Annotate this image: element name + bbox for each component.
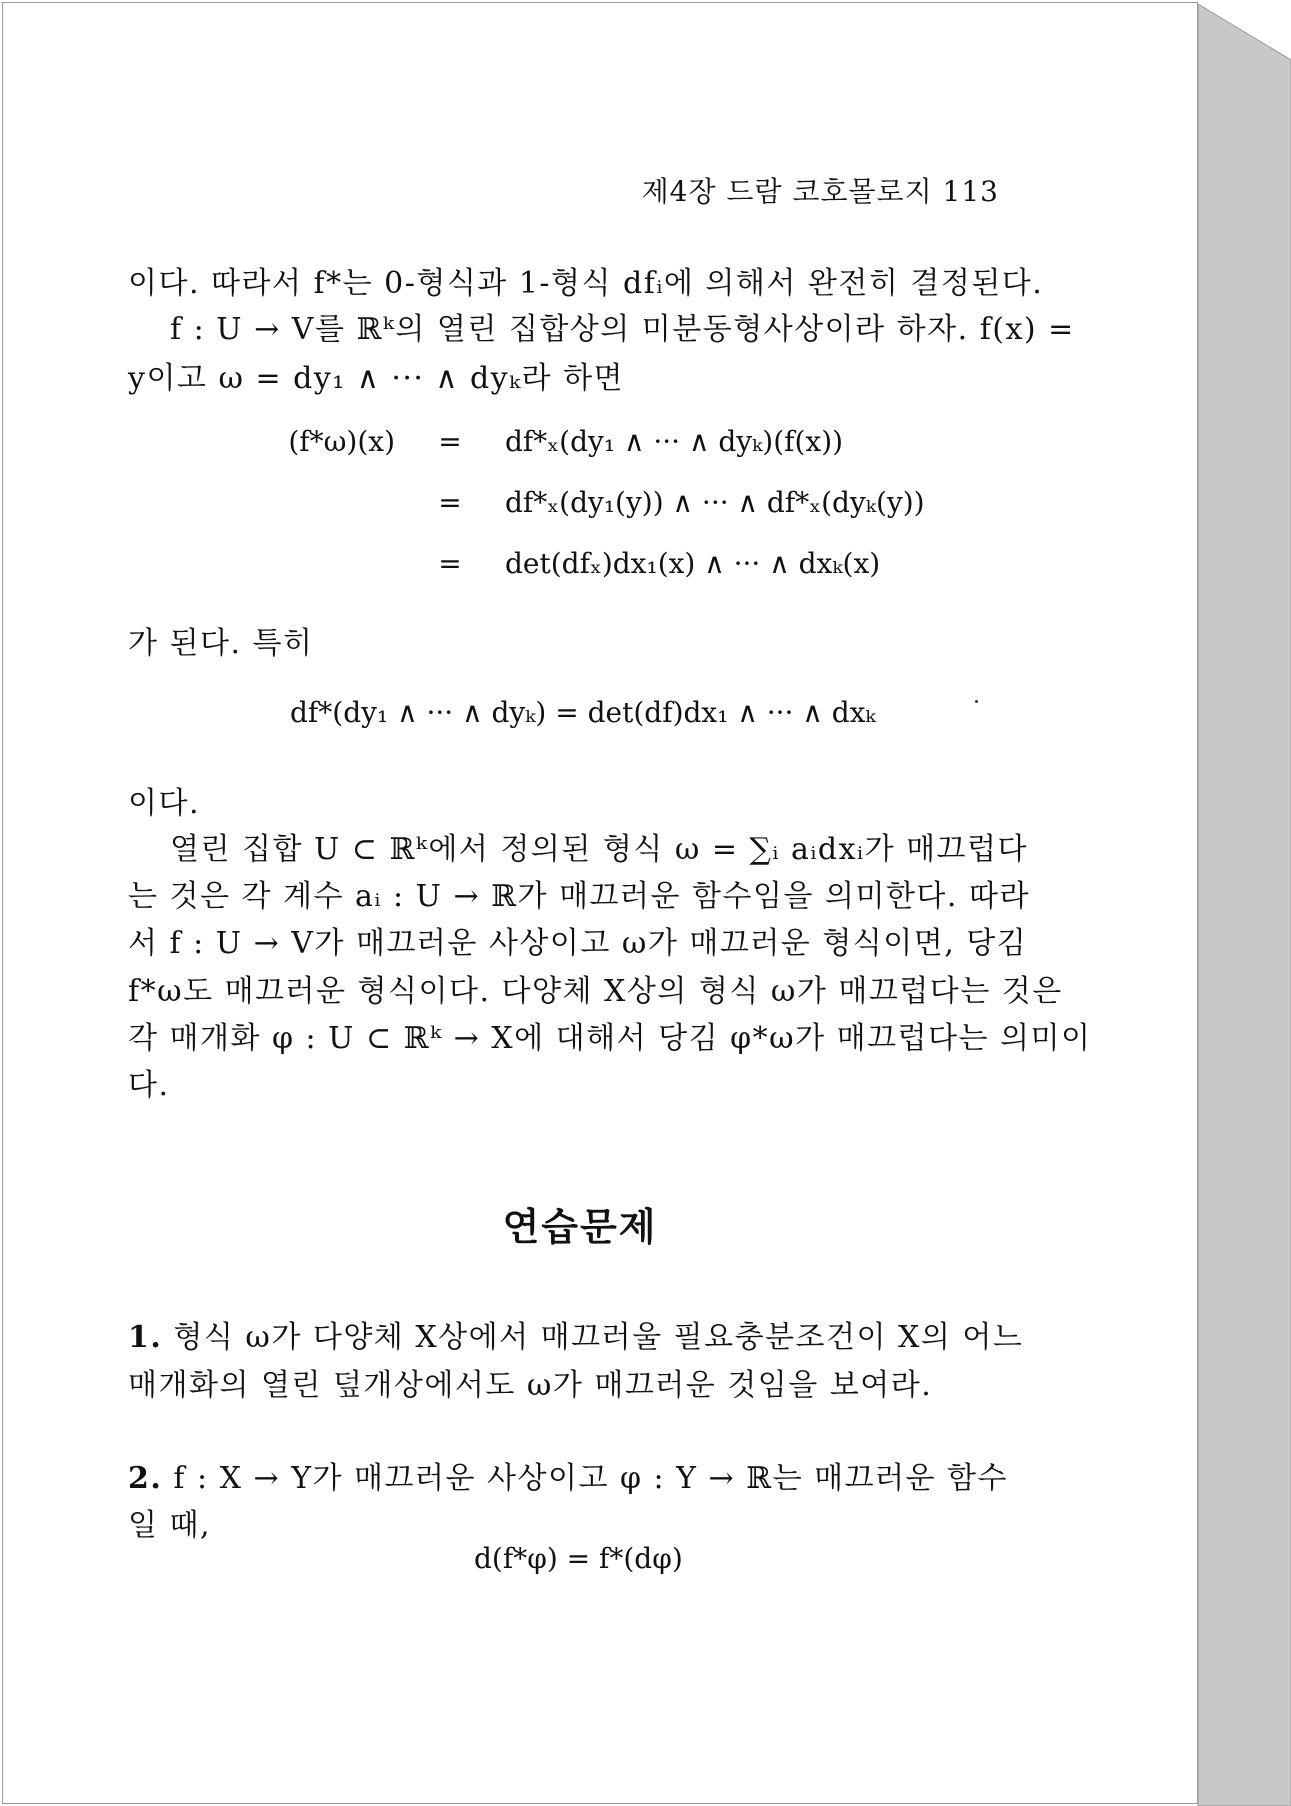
- display-equation: df*(dy₁ ∧ ··· ∧ dyₖ) = det(df)dx₁ ∧ ··· ∧ dxₖ: [290, 696, 876, 729]
- body-line-1: 이다. 따라서 f*는 0-형식과 1-형식 dfᵢ에 의해서 완전히 결정된다.: [128, 266, 1044, 301]
- exercise-2-equation: d(f*φ) = f*(dφ): [474, 1542, 683, 1575]
- equals-sign: =: [438, 486, 462, 519]
- equation-row-1: [280, 425, 925, 486]
- exercise-2-line-2: 일 때,: [128, 1508, 212, 1543]
- paragraph-line-1: 열린 집합 U ⊂ ℝᵏ에서 정의된 형식 ω = ∑ᵢ aᵢdxᵢ가 매끄럽다: [170, 832, 1029, 867]
- exercise-1-number: 1.: [128, 1320, 163, 1355]
- section-title: 연습문제: [502, 1204, 658, 1249]
- equation-lhs: (f*ω)(x): [288, 425, 395, 458]
- paragraph-line-5: 각 매개화 φ : U ⊂ ℝᵏ → X에 대해서 당김 φ*ω가 매끄럽다는 의미이: [128, 1021, 1092, 1056]
- paragraph-line-2: 는 것은 각 계수 aᵢ : U → ℝ가 매끄러운 함수임을 의미한다. 따라: [128, 879, 1030, 914]
- exercise-1-text: 형식 ω가 다양체 X상에서 매끄러울 필요충분조건이 X의 어느: [173, 1320, 1024, 1355]
- equals-sign: =: [438, 425, 462, 458]
- equation-row-3: [280, 547, 925, 608]
- aligned-equations: [280, 425, 925, 608]
- running-header: 제4장 드람 코호몰로지 113: [641, 175, 999, 208]
- paragraph-line-6: 다.: [128, 1068, 170, 1103]
- equals-sign: =: [438, 547, 462, 580]
- exercise-2-line-1: [128, 1453, 1008, 1497]
- exercise-1-line-1: [128, 1312, 1023, 1356]
- equation-rhs-1: df*ₓ(dy₁ ∧ ··· ∧ dyₖ)(f(x)): [505, 425, 844, 458]
- body-line-2: f : U → V를 ℝᵏ의 열린 집합상의 미분동형사상이라 하자. f(x) =: [170, 312, 1075, 347]
- exercise-2-number: 2.: [128, 1461, 163, 1496]
- equation-rhs-3: det(dfₓ)dx₁(x) ∧ ··· ∧ dxₖ(x): [505, 547, 881, 580]
- body-line-3: y이고 ω = dy₁ ∧ ··· ∧ dyₖ라 하면: [128, 361, 625, 396]
- speck: [975, 700, 978, 703]
- paragraph-line-4: f*ω도 매끄러운 형식이다. 다양체 X상의 형식 ω가 매끄럽다는 것은: [128, 974, 1063, 1009]
- body-line-5: 이다.: [128, 786, 200, 821]
- paragraph-line-3: 서 f : U → V가 매끄러운 사상이고 ω가 매끄러운 형식이면, 당김: [128, 926, 1028, 961]
- body-line-4: 가 된다. 특히: [128, 626, 314, 661]
- equation-row-2: [280, 486, 925, 547]
- exercise-1-line-2: 매개화의 열린 덮개상에서도 ω가 매끄러운 것임을 보여라.: [128, 1368, 933, 1403]
- equation-rhs-2: df*ₓ(dy₁(y)) ∧ ··· ∧ df*ₓ(dyₖ(y)): [505, 486, 925, 519]
- exercise-2-text: f : X → Y가 매끄러운 사상이고 φ : Y → ℝ는 매끄러운 함수: [173, 1461, 1009, 1496]
